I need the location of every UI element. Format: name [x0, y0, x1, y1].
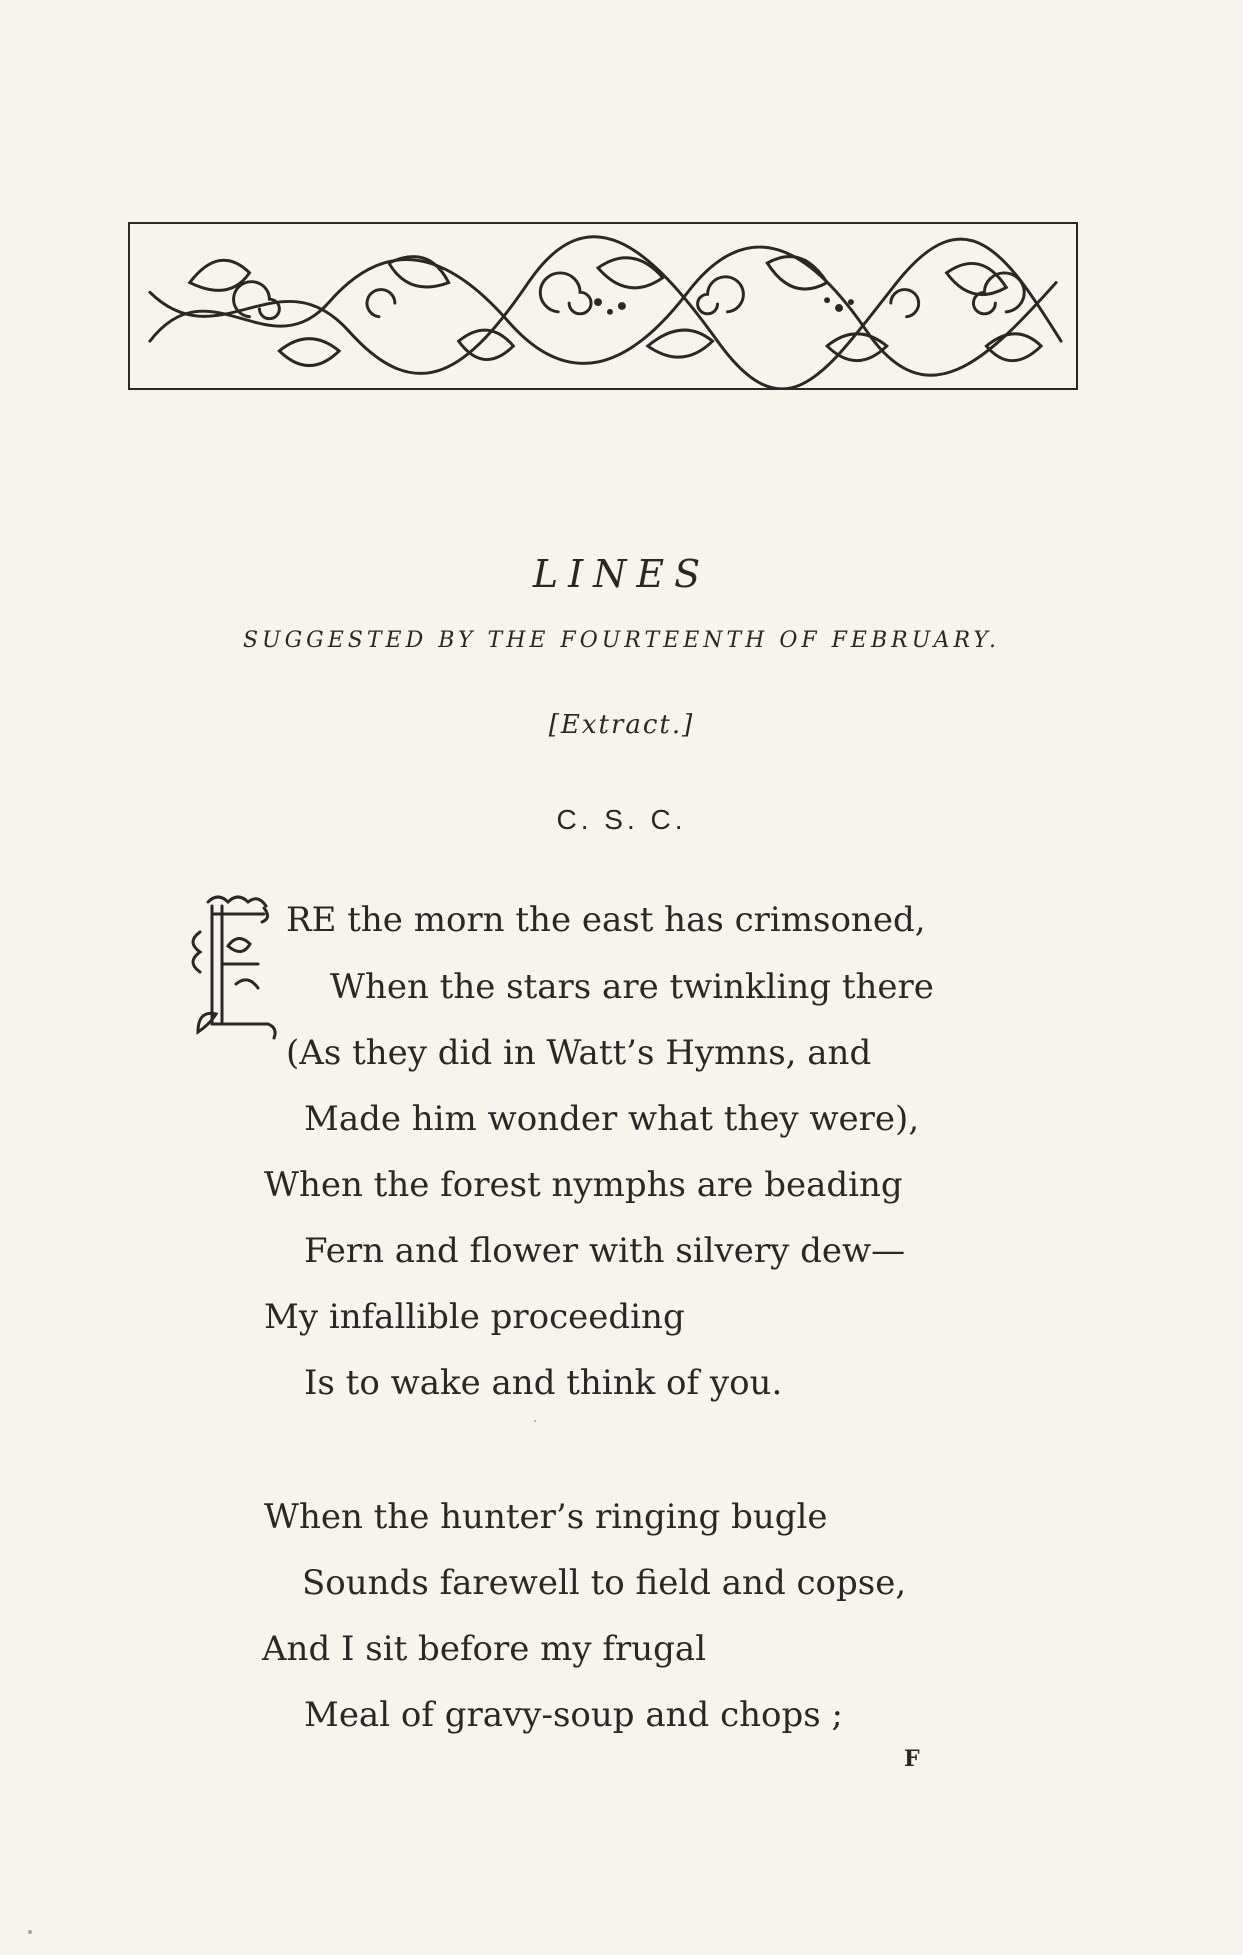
poem-subtitle: SUGGESTED BY THE FOURTEENTH OF FEBRUARY.: [242, 628, 1001, 653]
stanza-2-line-2: Sounds farewell to field and copse,: [302, 1563, 907, 1603]
author-initials: C. S. C.: [556, 804, 687, 835]
stanza-2-line-1: When the hunter’s ringing bugle: [264, 1497, 828, 1537]
ornamental-initial-e-icon: [178, 892, 278, 1052]
stanza-1-line-4: Made him wonder what they were),: [304, 1099, 920, 1139]
signature-mark: F: [904, 1746, 920, 1772]
stanza-1-line-6: Fern and flower with silvery dew—: [304, 1231, 906, 1271]
ornamental-headpiece: [128, 222, 1078, 390]
paper-speck: [534, 1420, 536, 1422]
stanza-1-line-8: Is to wake and think of you.: [304, 1363, 783, 1403]
stanza-1-line-7: My infallible proceeding: [264, 1297, 685, 1337]
stanza-2-line-4: Meal of gravy-soup and chops ;: [304, 1695, 843, 1735]
ornamental-foliage-band-icon: [130, 224, 1076, 388]
paper-speck: [28, 1930, 32, 1934]
stanza-2-line-3: And I sit before my frugal: [262, 1629, 707, 1669]
stanza-1-line-5: When the forest nymphs are beading: [264, 1165, 903, 1205]
extract-note: [Extract.]: [548, 710, 695, 740]
stanza-1-line-1: RE the morn the east has crimsoned,: [286, 900, 926, 940]
poem-title: LINES: [532, 552, 711, 596]
stanza-1-line-3: (As they did in Watt’s Hymns, and: [286, 1033, 872, 1073]
stanza-1-line-2: When the stars are twinkling there: [330, 967, 934, 1007]
